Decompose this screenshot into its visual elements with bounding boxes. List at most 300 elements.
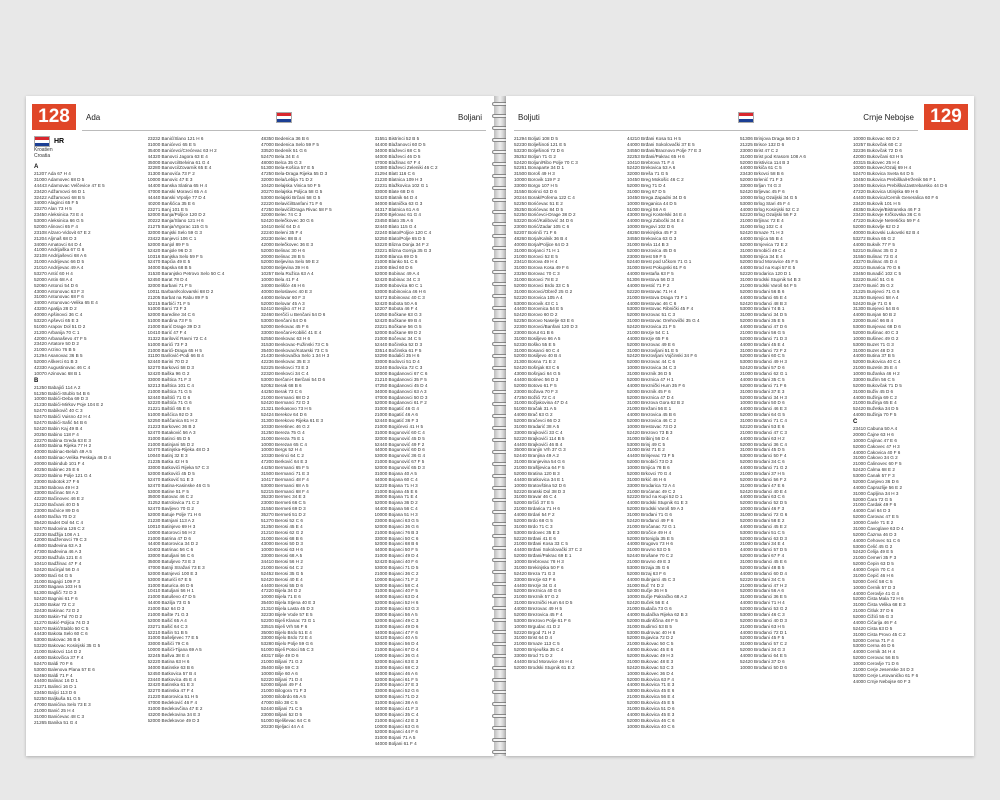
index-entry: 53000 Belajski Brčani 58 G 5 — [261, 194, 321, 200]
index-entry: 52000 Belinac 30 H 6 — [261, 247, 305, 253]
index-entry: 31000 Bogatić 46 G 4 — [374, 406, 419, 412]
index-entry: 21000 Čitluk 37 D 6 — [853, 608, 894, 614]
index-entry: 52000 Bašić 65 A 4 — [147, 617, 187, 623]
index-entry: 10000 Baći 64 G 5 — [34, 572, 73, 578]
index-entry: 52420 Brođanci 48 B 3 — [740, 300, 787, 306]
index-entry: 35000 Branjin Vrh 37 G 3 — [514, 447, 566, 453]
index-entry: 10410 Batuljani 56 H 1 — [147, 588, 194, 594]
index-entry: 10000 Bukovac 60 D 2 — [853, 136, 900, 141]
index-entry: 40315 Bukovec 25 H 4 — [853, 159, 900, 165]
index-entry: 34000 Antunovac-Velika 65 E 4 — [34, 300, 98, 306]
header-rule — [82, 130, 486, 131]
index-entry: 52220 Brlog Ozaljski 56 F 2 — [740, 212, 797, 218]
index-entry: 52000 Brezovac 51 C 3 — [627, 312, 676, 318]
index-entry: 33000 Bašići 79 C 6 — [147, 641, 189, 647]
index-entry: 31000 Budimci 53 B 5 — [627, 623, 672, 629]
index-entry: 20000 Čajne 63 H 6 — [853, 431, 894, 437]
index-entry: 52420 Brnaze 71 H 3 — [740, 230, 784, 235]
country-name-en: Croatia — [34, 153, 51, 159]
index-entry: 44000 Bukvik 77 F 5 — [853, 241, 895, 247]
index-entry: 52000 Čarovac 47 E 5 — [853, 514, 899, 520]
index-entry: 44400 Banska Slatina 65 H 4 — [147, 183, 208, 188]
index-entry: 21000 Berosi 64 C 2 — [261, 564, 303, 570]
index-column — [261, 136, 375, 748]
index-entry: 52000 Bojanci 49 C 3 — [374, 617, 419, 623]
index-entry: 42220 Bačinovec 46 E 2 — [34, 496, 84, 502]
index-entry: 32000 Bela/Lebija 71 D 2 — [261, 177, 313, 183]
index-entry: 52420 Brođanci 49 F 6 — [627, 517, 674, 523]
index-entry: 21000 Brođani 63 H 5 — [740, 623, 785, 629]
index-entry: 10000 Brlog Ozaljski 34 G 5 — [740, 194, 798, 200]
index-entry: 21000 Barići-Draga 65 H 5 — [147, 347, 202, 353]
index-entry: 21000 Brođani 34 E 4 — [740, 541, 785, 547]
index-entry: 52000 Čanjevo 36 D 6 — [853, 478, 899, 484]
index-entry: 10000 Babići-Deba 69 D 3 — [34, 396, 88, 402]
index-entry: 31000 Brest Pokupski 61 F 6 — [627, 265, 686, 271]
index-entry: 52420 Blatnik 64 D 4 — [374, 194, 418, 200]
index-entry: 31000 Čista Velika 68 E 3 — [853, 602, 906, 608]
index-entry: 10000 Brođani 50 D 6 — [740, 400, 785, 406]
index-entry: 52000 Brezovica 45 F 4 — [514, 611, 563, 617]
index-entry: 51000 Arapov Dol 51 D 2 — [34, 323, 86, 329]
index-entry: 21230 Babići-Mirkov Poje 104 E 2 — [34, 402, 104, 408]
index-entry: 22240 Beleni 35 F 4 — [261, 230, 303, 235]
index-entry: 44000 Brođanci 72 D 1 — [740, 629, 787, 635]
index-entry: 52000 Cerna 71 F 4 — [853, 637, 894, 643]
index-entry: 21200 Arbanija 70 C 1 — [34, 329, 80, 335]
index-entry: 22230 Badžija 108 A 1 — [34, 531, 80, 537]
index-entry: 10000 Bergs 52 H 4 — [261, 447, 302, 453]
croatia-flag-icon — [738, 112, 754, 123]
index-entry: 21271 Balinci 16 D 1 — [34, 684, 77, 690]
index-entry: 32000 Banjski Selo 59 G 3 — [147, 230, 202, 235]
index-entry: 44250 Bermanci 65 F 5 — [261, 465, 309, 470]
index-entry: 44000 Boljani 61 F 4 — [374, 741, 417, 747]
index-entry: 21430 Benkovačka Selo 1 34 H 3 — [261, 353, 330, 359]
index-entry: 10000 Bilje 60 A 6 — [261, 670, 298, 676]
index-entry: 44000 Brođanci 57 D 5 — [740, 547, 787, 553]
index-entry: 21275 Banja/Vrgorac 115 G 5 — [147, 224, 208, 230]
index-entry: 34000 Bogdanovci 63 A 3 — [374, 388, 427, 394]
index-entry: 31000 Buzet 48 D 3 — [853, 347, 894, 353]
index-entry: 44400 Brezje 34 G 4 — [514, 582, 557, 588]
index-entry: 33000 Benčani-Kobilić 41 E 4 — [261, 329, 322, 335]
index-entry: 21210 Bogdanovci 35 F 5 — [374, 376, 427, 382]
index-entry: 51000 Bračak 31 A 5 — [514, 406, 557, 412]
index-entry: 31000 Brođani 71 G 6 — [627, 512, 672, 517]
index-entry: 52000 Brod Moravice 45 F 5 — [740, 259, 798, 265]
index-entry: 33000 Brodarica 72 A 4 — [627, 482, 675, 488]
index-entry: 44000 Bunjan 50 B 2 — [853, 312, 896, 318]
index-entry: 31250 Berosi 45 E 4 — [261, 523, 303, 529]
index-entry: 23440 Batkovica 45 E 4 — [147, 676, 197, 682]
index-entry: 31000 Brođanci 57 C 2 — [740, 641, 787, 647]
index-entry: 52000 Bračevci 66 D 2 — [514, 418, 561, 423]
index-entry: 52000 Čazma 46 D 3 — [853, 531, 897, 537]
index-entry: 52200 Bijeli Klanac 73 G 1 — [261, 617, 316, 623]
index-entry: 52420 Bošnjak 83 C 6 — [514, 365, 560, 371]
index-entry: 10450 Bukovica Prebiška/Hrženik 56 F 1 — [853, 177, 936, 183]
index-entry: 52000 Alinovci 65 F 4 — [34, 223, 78, 229]
index-entry: 31000 Bojanci 38 A 6 — [374, 700, 418, 705]
index-entry: 52000 Batnjevci 100 E 3 — [147, 570, 198, 576]
index-entry: 52470 Babići Vuisno 42 H 4 — [34, 414, 91, 419]
index-entry: 23000 Bojanci 63 G 5 — [374, 517, 419, 523]
index-entry: 31000 Brdo 71 C 3 — [514, 523, 553, 529]
index-entry: 10000 Brestovac 73 D 2 — [627, 423, 677, 429]
index-entry: 31000 Božjakovina 47 D 4 — [514, 400, 568, 406]
index-entry: 51000 Bjeliševac 64 C 6 — [261, 717, 311, 723]
index-entry: 31000 Borovci/Obrež 25 G 2 — [514, 288, 573, 294]
index-entry: 21230 Blatnica 109 H 3 — [374, 177, 423, 183]
index-entry: 21250 Babajići 114 A 2 — [34, 384, 81, 390]
index-entry: 21000 Banić 25 H 4 — [34, 707, 75, 713]
index-entry: 10410 Brebrova 71 F 4 — [627, 159, 674, 165]
index-entry: 23250 Borovac 70 C 3 — [514, 271, 560, 277]
index-entry: 52450 Barat 78 D 4 — [147, 277, 188, 282]
index-entry: 51306 Brestova 56 D 3 — [627, 277, 674, 282]
index-entry: 21000 Bojanci 42 E 3 — [374, 717, 419, 723]
index-entry: 52470 Bapćia 49 E 5 — [147, 259, 191, 265]
index-entry: 52420 Brođanci 40 E 4 — [740, 488, 787, 494]
index-entry: 52440 Bogatić 36 F 3 — [374, 418, 419, 423]
index-entry: 31000 Brođanci 72 F 2 — [740, 347, 787, 353]
index-entry: 22240 Blato/Poljice 120 C 4 — [374, 230, 432, 235]
index-entry: 43000 Bošnjaci 64 G 5 — [514, 371, 561, 376]
index-entry: 44400 Bazilja 73 G 5 — [147, 600, 191, 606]
index-entry: 21000 Brdarica 71 H 6 — [514, 506, 560, 512]
index-entry: 44000 Belovar 60 F 3 — [261, 294, 305, 300]
page-number: 128 — [32, 104, 76, 130]
index-entry: 53220 Apševci 65 E 3 — [34, 317, 79, 323]
index-entry: 44443 Adamovac Velčevice 47 E 5 — [34, 182, 105, 188]
index-entry: 52000 Brođani 35 E 5 — [740, 318, 785, 324]
index-entry: 21000 Bakovci 114 D 2 — [34, 649, 82, 654]
index-entry: 44000 Brođanci 65 E 4 — [740, 294, 787, 300]
index-entry: 10000 Cerovlje 71 D 6 — [853, 661, 899, 666]
index-entry: 21000 Budača 73 G 6 — [627, 606, 672, 611]
index-entry: 52000 Brčići 37 E 5 — [514, 500, 554, 506]
index-entry: 32000 Breša 71 G 5 — [627, 171, 669, 177]
index-entry: 52215 Barbići 71 F 5 — [147, 300, 190, 306]
index-entry: 10000 Berezan 65 C 4 — [261, 441, 307, 447]
index-entry: 10000 Bukovec/Ozalj 69 H 4 — [853, 165, 912, 171]
index-entry: 52250 Borićevci-Drage 38 D 2 — [514, 212, 576, 218]
index-entry: 31000 Brođani 37 E 3 — [740, 388, 785, 394]
index-entry: 53000 Cerna 46 D 6 — [853, 643, 895, 649]
index-entry: 23000 Božava 70 F 3 — [514, 388, 558, 394]
index-entry: 52000 Bristivica 114 B 3 — [740, 159, 790, 165]
index-entry: 35252 Boljun 71 G 2 — [514, 153, 556, 159]
index-entry: 10000 Brebrovac 78 H 3 — [514, 559, 564, 564]
index-entry: 52000 Biljani 49 F 4 — [261, 682, 302, 688]
index-entry: 31000 Bosiljevo 66 A 5 — [514, 335, 561, 341]
index-entry: 44400 Bojana 56 C 4 — [374, 506, 418, 512]
index-column — [853, 136, 966, 748]
index-entry: 44000 Blaževci 46 D 5 — [374, 153, 421, 159]
index-entry: 52270 Barkovci 58 D 3 — [147, 365, 194, 371]
index-entry: 21000 Bojanci 36 C 2 — [374, 570, 419, 576]
index-entry: 53220 Blizna Donja 34 F 2 — [374, 241, 429, 247]
index-entry: 31000 Bosanci 60 C 4 — [514, 347, 560, 353]
index-entry: 32245 Bašva 38 E 4 — [147, 653, 189, 658]
index-entry: 33000 Berosi 68 A 5 — [261, 553, 303, 559]
index-entry: 21207 Ada 67 H 4 — [34, 171, 71, 176]
index-entry: 31000 Brođanci 71 C 4 — [740, 418, 787, 423]
index-letter-heading: B — [34, 377, 39, 384]
index-entry: 42000 Belečkovec 36 E 3 — [261, 241, 314, 247]
index-entry: 52000 Brzaj 63 F 6 — [627, 570, 666, 576]
croatia-flag-icon — [276, 112, 292, 123]
index-entry: 52470 Batinjska-Rijeka 48 D 3 — [147, 447, 210, 453]
index-entry: 52000 Breg 71 D 4 — [627, 183, 666, 188]
index-entry: 21000 Brljinac 72 E 4 — [740, 218, 784, 224]
index-entry: 31252 Batrolovica 71 C 2 — [147, 500, 200, 506]
index-entry: 31000 Brestovac Orehovički 35 G 4 — [627, 318, 700, 324]
index-entry: 35400 Bilje 59 C 3 — [261, 664, 299, 670]
index-entry: 35230 Bermec 34 E 3 — [261, 494, 306, 500]
index-entry: 53000 Čelić 45 G 2 — [853, 543, 893, 549]
index-entry: 52450 Batkovica 57 B 4 — [147, 670, 197, 676]
index-entry: 33000 Borgo 107 H 5 — [514, 183, 558, 188]
index-entry: 44000 Brođanci 60 D 4 — [740, 570, 787, 576]
index-entry: 10040 Batinj 32 E 3 — [147, 453, 188, 459]
index-entry: 31000 Antunovac 68 F 6 — [34, 294, 84, 300]
index-entry: 44000 Bojana 60 C 4 — [374, 476, 418, 482]
index-entry: 31000 Bribinj 56 D 4 — [627, 435, 669, 441]
index-entry: 44000 Brugovo 73 H 6 — [627, 541, 673, 547]
index-entry: 47250 Belavići/Draga Rivac 58 F 5 — [261, 206, 332, 212]
index-entry: 52000 Brodski Stupnik 61 E 2 — [514, 664, 575, 670]
index-entry: 53220 Borić/Kalibović 34 D 6 — [514, 218, 573, 224]
index-entry: 10403 Batrinac 56 C 6 — [147, 547, 194, 553]
index-entry: 51270 Berosi 52 C 6 — [261, 517, 303, 523]
index-entry: 31000 Banićevci 65 E 5 — [147, 141, 196, 147]
index-entry: 21000 Buzetin 35 E 4 — [853, 365, 897, 371]
index-entry: 52250 Borovo Naselje 63 E 6 — [514, 318, 574, 324]
index-entry: 21000 Batrina 47 D 6 — [147, 535, 191, 541]
index-entry: 32000 Barbani 71 F 5 — [147, 282, 192, 288]
index-entry: 44000 Čari 64 D 3 — [853, 508, 891, 514]
index-entry: 52550 Benkovac 63 H 6 — [261, 335, 311, 341]
index-entry: 52470 Badovina 126 C 2 — [34, 525, 85, 531]
index-entry: 34000 Blaževci 68 C 5 — [374, 147, 421, 153]
index-entry: 35000 Batovac 46 C 2 — [147, 494, 193, 500]
index-entry: 52000 Brođani 48 B 5 — [740, 564, 785, 570]
index-entry: 52000 Breznik 45 F 6 — [627, 388, 671, 394]
index-entry: 51000 Barci 73 F 3 — [147, 306, 187, 312]
index-entry: 21000 Bukovica 56 E 4 — [627, 694, 675, 700]
index-entry: 43270 Bulinac 45 D 4 — [853, 259, 897, 265]
index-entry: 48260 Borja/Kalnik 36 B 4 — [514, 235, 568, 241]
index-entry: 10000 Batorovci 56 H 2 — [147, 529, 196, 535]
index-entry: 21000 Barić Drage 39 D 3 — [147, 324, 201, 329]
index-entry: 53000 Brezovo Polje 61 F 6 — [514, 617, 571, 623]
index-entry: 21210 Berosi 62 G 2 — [261, 529, 304, 535]
index-entry: 23271 Bašić 64 C 3 — [147, 623, 188, 629]
index-entry: 47200 Berković 64 E 3 — [261, 459, 308, 465]
index-columns — [34, 136, 488, 748]
index-entry: 31000 Brezovljani 51 E 5 — [627, 347, 679, 353]
index-entry: 42236 Benkovac 35 E 3 — [261, 359, 310, 365]
index-entry: 21221 Baštići 65 E 6 — [147, 406, 190, 412]
index-entry: 44000 Brkiča 61 C 5 — [740, 165, 782, 171]
index-entry: 52220 Bunić 51 G 6 — [853, 277, 894, 282]
index-entry: 31550 Bermeti 69 D 3 — [261, 506, 306, 512]
index-entry: 52250 Baljkuša 51 G 5 — [34, 696, 81, 701]
index-entry: 31000 Branjevina 54 G 6 — [514, 459, 565, 465]
index-entry: 53000 Brođani 51 C 5 — [740, 529, 785, 535]
index-entry: 40200 Banšćica 35 E 6 — [147, 200, 195, 206]
index-entry: 23108 Alzaro-Vidovit 67 E 2 — [34, 229, 91, 235]
index-entry: 53000 Bakovac 36 B 6 — [34, 637, 81, 643]
index-entry: 52440 Biljani 71 C 5 — [261, 705, 303, 711]
index-entry: 22300 Borovci/Banfani 120 D 3 — [514, 324, 578, 329]
index-entry: 47250 Božići 72 C 4 — [514, 394, 556, 400]
index-entry: 53000 Borovik 43 C 1 — [514, 300, 559, 306]
index-entry: 21000 Arzino 76 B 5 — [34, 347, 76, 353]
index-entry: 52420 Bagnini 61 F 6 — [34, 596, 78, 602]
index-entry: 52000 Brnjeuška 35 C 4 — [514, 647, 564, 653]
index-entry: 53000 Bojanci 71 D 5 — [374, 564, 419, 570]
index-entry: 31000 Bojanci 68 C 2 — [374, 664, 419, 670]
index-entry: 52220 Brodarica 120 D 1 — [740, 271, 792, 277]
index-entry: 52000 Brođani 56 A 6 — [740, 588, 784, 594]
index-entry: 52410 Benjiko 47 H 2 — [261, 306, 305, 312]
index-entry: 31000 Bojanci 40 F 5 — [374, 588, 418, 594]
index-entry: 31000 Čakovo 34 G 2 — [853, 455, 898, 461]
index-entry: 40000 Bukovski Lukovski 62 B 4 — [853, 230, 920, 235]
index-entry: 52000 Beljevina 39 H 6 — [261, 265, 309, 271]
index-entry: 52000 Bojanci 44 F 6 — [374, 729, 418, 735]
index-entry: 10000 Banovic 47 E 3 — [147, 177, 193, 183]
index-entry: 10070 Azinovac 68 B 1 — [34, 370, 81, 376]
index-entry: 44400 Balinac 16 D 1 — [34, 678, 78, 684]
index-entry: 33000 Blate 68 D 6 — [374, 188, 414, 194]
index-entry: 52420 Brođani 37 D 6 — [740, 658, 785, 664]
index-entry: 10420 Belajska Vinica 50 F 5 — [261, 183, 321, 188]
index-entry: 52440 Bogunović 49 F 2 — [374, 441, 425, 447]
index-entry: 31000 Brođani 45 D 5 — [740, 447, 785, 453]
index-entry: 21000 Breznik 57 G 2 — [514, 594, 559, 600]
index-entry: 52000 Brođani 56 B 6 — [740, 288, 785, 294]
index-entry: 52460 Baldi 71 F 4 — [34, 672, 73, 678]
index-entry: 33000 Baštica 71 F 3 — [147, 376, 191, 382]
header-first-entry: Boljuti — [518, 113, 540, 122]
index-entry: 47250 Bogdanovci 45 D 4 — [374, 382, 428, 388]
index-entry: 52220 Brđani 41 E 6 — [514, 535, 556, 541]
index-entry: 51000 Bregi 56 A 6 — [627, 206, 666, 212]
index-entry: 44000 Čehovec 51 C 6 — [853, 537, 900, 543]
index-entry: 10000 Bregovi 102 D 6 — [627, 224, 674, 230]
index-entry: 35000 Batuljevo 73 E 3 — [147, 559, 196, 564]
index-entry: 10450 Bukovica Prebiška/Jastrebarsko 44 D 6 — [853, 183, 948, 188]
index-entry: 34000 Belišće 46 H 6 — [261, 282, 305, 288]
index-entry: 33515 Bijeli Vrh 56 F 6 — [261, 623, 308, 629]
index-entry: 52000 Čerić 58 C 5 — [853, 578, 893, 584]
index-entry: 44000 Bojanci 63 D 4 — [374, 594, 419, 600]
right-page — [506, 96, 974, 756]
index-entry: 53230 Bolješinoti 72 D 6 — [514, 147, 564, 153]
index-entry: 20230 Belec 88 B 4 — [261, 235, 302, 241]
index-entry: 40250 Babinec 25 E 6 — [34, 466, 80, 472]
index-entry: 32270 Batinska 47 F 4 — [147, 688, 194, 694]
index-entry: 52000 Brnjevica 72 E 2 — [740, 241, 788, 247]
index-entry: 32253 Brđani/Pakrac 65 H 6 — [627, 153, 685, 159]
index-entry: 20000 Belinac 28 B 5 — [261, 253, 305, 259]
index-entry: 35420 Badet Dol 64 C 4 — [34, 519, 84, 525]
index-entry: 21223 Barkovec 36 B 2 — [147, 423, 196, 429]
index-entry: 52250 Blato/Polje 65 D 5 — [374, 235, 426, 241]
index-entry: 21000 Bilogora 71 F 3 — [261, 688, 307, 694]
index-entry: 23450 Baljci 113 D 6 — [34, 690, 77, 696]
index-entry: 44000 Brod na Kupi 57 E 5 — [740, 265, 796, 271]
index-entry: 31000 Batinci 65 D 5 — [147, 435, 191, 441]
index-entry: 21000 Čemeri 35 F 3 — [853, 555, 897, 561]
index-entry: 31500 Boroš 49 H 3 — [514, 171, 555, 177]
index-entry: 52420 Berosi 40 E 4 — [261, 576, 303, 582]
index-entry: 34550 Brekovica 63 G 3 — [627, 235, 677, 241]
index-entry: 52000 Čista Mala 72 H 6 — [853, 596, 904, 602]
index-entry: 31000 Borjanci 71 H 1 — [514, 247, 560, 253]
index-entry: 20244 Borak/Poferna 122 C 4 — [514, 194, 575, 200]
index-entry: 52207 Borinči 71 F 6 — [514, 230, 557, 235]
index-entry: 47300 Bađevina 46 A 3 — [34, 549, 82, 555]
index-entry: 47250 Bela-Draga Rijeka 55 D 3 — [261, 171, 328, 177]
index-entry: 10257 Bukovčak 60 C 2 — [853, 141, 902, 147]
index-entry: 10000 Breganica 44 D 5 — [627, 200, 677, 206]
index-entry: 44000 Bregi Zabočki 34 E 4 — [627, 218, 684, 224]
index-entry: 44400 Botinec 56 D 3 — [514, 376, 559, 382]
index-entry: 10000 Bušinec 49 G 2 — [853, 335, 899, 341]
index-entry: 52000 Bukovica 46 C 6 — [627, 717, 675, 723]
index-entry: 10250 Bočkane 63 G 3 — [374, 312, 422, 318]
index-entry: 21000 Brođanci 62 G 1 — [740, 371, 788, 376]
index-entry: 52000 Banja/Poljice 120 D 2 — [147, 212, 206, 218]
index-entry: 52420 Čalma 68 E 2 — [853, 467, 895, 473]
index-entry: 31000 Baturica 46 D 6 — [147, 582, 194, 588]
index-entry: 33000 Brljan 74 G 3 — [740, 183, 781, 188]
index-entry: 21230 Batnjani 113 A 2 — [147, 517, 195, 523]
index-entry: 10000 Brezovica 34 C 3 — [627, 365, 677, 371]
index-entry: 47000 Bedenica Selo 59 F 5 — [261, 141, 319, 147]
index-entry: 52000 Baredine 34 C 6 — [147, 312, 195, 318]
index-entry: 20230 Badžula 121 E 4 — [34, 555, 82, 560]
index-entry: 52000 Banjol 89 F 5 — [147, 241, 189, 247]
index-entry: 21225 Bunjevci 71 G 6 — [853, 288, 900, 294]
index-entry: 21000 Cerje Jesenske 34 D 3 — [853, 666, 914, 672]
index-entry: 31000 Čapljina 34 H 3 — [853, 490, 899, 496]
index-entry: 52440 Baštići 71 G 6 — [147, 394, 191, 400]
index-entry: 44000 Brođani 71 H 4 — [740, 600, 785, 606]
index-entry: 44317 Blatnica 61 A 6 — [374, 206, 419, 212]
index-entry: 47000 Blažinac 67 F 4 — [374, 159, 421, 165]
index-entry: 33000 Bijelo Brdo 72 E 4 — [261, 635, 312, 641]
index-entry: 44400 Babina Rijeka 77 H 2 — [34, 443, 92, 449]
index-entry: 52420 Bobota 50 A 6 — [374, 300, 418, 306]
index-entry: 52470 Batković 51 E 3 — [147, 476, 194, 482]
index-entry: 21000 Bužinja 65 E 4 — [853, 400, 897, 406]
index-entry: 44000 Brđani Sokolovački 37 E 5 — [627, 141, 695, 147]
index-entry: 52420 Boljun/Ribo Polje 70 C 3 — [514, 159, 578, 165]
index-entry: 52000 Bobinac 49 A 4 — [374, 271, 420, 277]
index-entry: 22320 Benkovci 34 C 4 — [261, 371, 309, 376]
index-entry: 10000 Bukovec 36 D 4 — [627, 670, 674, 676]
index-entry: 44000 Bojanci 46 A 6 — [374, 670, 418, 676]
index-entry: 31100 Barilović-Podi 66 B 4 — [147, 353, 204, 359]
index-entry: 52000 Brođanci 52 D 5 — [740, 500, 787, 506]
index-entry: 52000 Bušinac 40 C 3 — [853, 329, 899, 335]
